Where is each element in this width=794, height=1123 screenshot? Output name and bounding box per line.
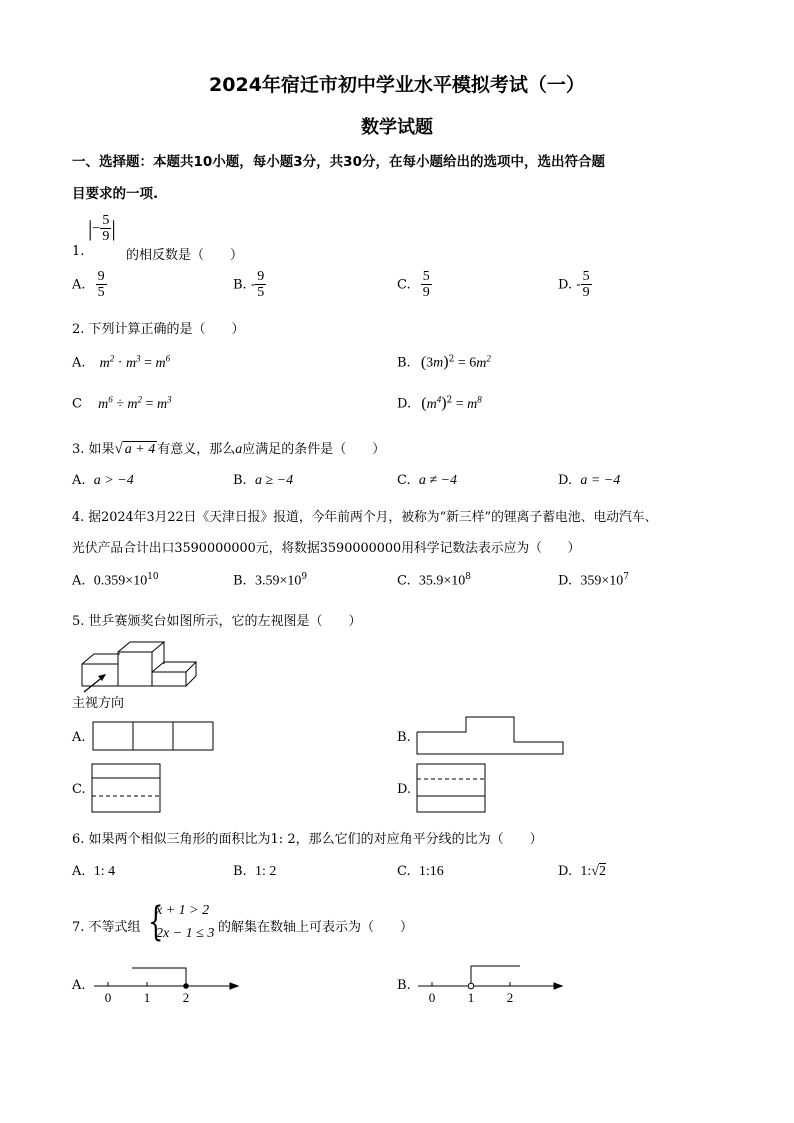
q2-option-a[interactable]: A. $m^2 \cdot m^3 = m^6$ [72, 353, 171, 371]
q3-option-a[interactable]: A. a > −4 [72, 473, 134, 488]
q4-option-a[interactable]: A. $0.359\times 10^{10}$ [72, 572, 159, 589]
q5-stem: 5. 世乒赛颁奖台如图所示，它的左视图是（ ） [72, 614, 362, 629]
q3-option-c[interactable]: C. a ≠ −4 [397, 473, 458, 488]
q1-abs-expression: |− $\frac{5}{9}$ | [88, 213, 116, 244]
q7-option-b-numberline[interactable] [416, 962, 566, 1010]
q7-option-a-label[interactable]: A. [72, 978, 86, 993]
q4-option-d[interactable]: D. $359\times 10^7$ [558, 572, 629, 589]
q7-prefix: 7. 不等式组 [72, 920, 141, 935]
q5-option-d-figure[interactable] [416, 763, 488, 815]
q5-option-a-figure[interactable] [92, 721, 216, 753]
q5-option-c-label[interactable]: C. [72, 782, 86, 797]
q2-option-b[interactable]: B. $(3m)^2 = 6m^2$ [397, 353, 491, 371]
tick-label-2: 2 [182, 990, 190, 1005]
q6-option-c[interactable]: C. 1:16 [397, 864, 444, 879]
tick-label-0: 0 [428, 990, 436, 1005]
q6-option-a[interactable]: A. 1: 4 [72, 864, 116, 879]
q6-option-d[interactable]: D. 1:√2 [558, 864, 606, 879]
q7-inequality-1: x + 1 > 2 [156, 903, 210, 918]
q1-option-d[interactable]: D. - $\frac{5}{9}$ [558, 269, 590, 300]
q7-inequality-2: 2x − 1 ≤ 3 [156, 926, 215, 941]
page-title: 2024年宿迁市初中学业水平模拟考试（一） [209, 74, 585, 96]
q6-option-b[interactable]: B. 1: 2 [233, 864, 277, 879]
q3-option-d[interactable]: D. a = −4 [558, 473, 621, 488]
tick-label-2: 2 [506, 990, 514, 1005]
q2-option-d[interactable]: D. $(m^4)^2 = m^8$ [397, 394, 482, 412]
podium-figure [78, 638, 202, 694]
section-heading: 一、选择题：本题共10小题，每小题3分，共30分，在每小题给出的选项中，选出符合题 [72, 154, 605, 170]
q2-option-c[interactable]: C $m^6 \div m^2 = m^3$ [72, 394, 172, 412]
q1-option-a[interactable]: A. $\frac{9}{5}$ [72, 269, 105, 300]
q1-option-b[interactable]: B. - $\frac{9}{5}$ [233, 269, 265, 300]
q7-option-a-numberline[interactable] [92, 962, 242, 1010]
q4-stem-line1: 4. 据2024年3月22日《天津日报》报道，今年前两个月，被称为“新三样”的锂离子蓄电池、电动汽车、 [72, 510, 658, 525]
q5-option-b-figure[interactable] [416, 716, 566, 756]
tick-label-1: 1 [143, 990, 151, 1005]
page-subtitle: 数学试题 [361, 117, 433, 138]
q7-option-b-label[interactable]: B. [397, 978, 411, 993]
q1-stem: 的相反数是（ ） [126, 248, 244, 263]
q7-system-brace: { [148, 899, 164, 945]
q5-option-d-label[interactable]: D. [397, 782, 412, 797]
q4-stem-line2: 光伏产品合计出口3590000000元，将数据3590000000用科学记数法表示应为（ ） [72, 541, 581, 556]
q5-option-b-label[interactable]: B. [397, 730, 411, 745]
section-heading-cont: 目要求的一项. [72, 186, 159, 202]
q5-option-c-figure[interactable] [91, 763, 163, 815]
q4-option-b[interactable]: B. $3.59\times 10^9$ [233, 572, 308, 589]
q6-stem: 6. 如果两个相似三角形的面积比为1: 2，那么它们的对应角平分线的比为（ ） [72, 832, 543, 847]
q5-caption: 主视方向 [72, 696, 125, 711]
q5-option-a-label[interactable]: A. [72, 730, 86, 745]
q2-stem: 2. 下列计算正确的是（ ） [72, 322, 245, 337]
q4-option-c[interactable]: C. $35.9\times 10^8$ [397, 572, 472, 589]
q7-suffix: 的解集在数轴上可表示为（ ） [218, 920, 414, 935]
q1-option-c[interactable]: C. $\frac{5}{9}$ [397, 269, 430, 300]
q3-stem: 3. 如果√ a + 4 有意义，那么a应满足的条件是（ ） [72, 441, 386, 457]
q3-option-b[interactable]: B. a ≥ −4 [233, 473, 294, 488]
tick-label-0: 0 [104, 990, 112, 1005]
tick-label-1: 1 [467, 990, 475, 1005]
q1-number: 1. [72, 244, 85, 259]
